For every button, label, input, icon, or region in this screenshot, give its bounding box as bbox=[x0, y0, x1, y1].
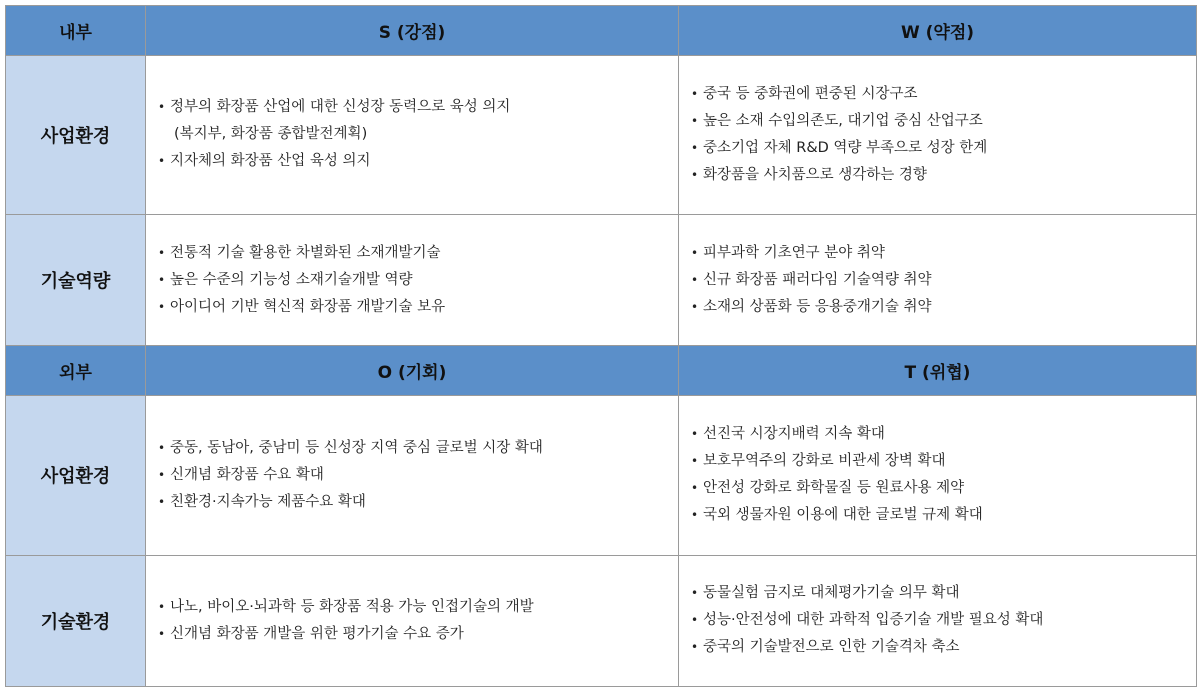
weaknesses-tech-cell bbox=[679, 215, 1197, 346]
list-item: • 신규 화장품 패러다임 기술역량 취약 bbox=[691, 267, 1196, 294]
list-item: • 동물실험 금지로 대체평가기술 의무 확대 bbox=[691, 580, 1196, 607]
threats-business-cell bbox=[679, 395, 1197, 555]
strengths-tech-cell bbox=[146, 215, 679, 346]
internal-corner-label: 내부 bbox=[6, 6, 146, 56]
list-item: • 높은 소재 수입의존도, 대기업 중심 산업구조 bbox=[691, 108, 1196, 135]
list-item: • 전통적 기술 활용한 차별화된 소재개발기술 bbox=[158, 240, 678, 267]
list-item: • 중국 등 중화권에 편중된 시장구조 bbox=[691, 81, 1196, 108]
list-item: • 친환경·지속가능 제품수요 확대 bbox=[158, 489, 678, 516]
opportunities-header: O (기회) bbox=[146, 346, 679, 396]
weaknesses-business-cell bbox=[679, 55, 1197, 215]
list-item: • 보호무역주의 강화로 비관세 장벽 확대 bbox=[691, 448, 1196, 475]
internal-business-row bbox=[6, 55, 1197, 215]
threats-header: T (위협) bbox=[679, 346, 1197, 396]
external-business-row bbox=[6, 395, 1197, 555]
threats-tech-cell bbox=[679, 555, 1197, 686]
list-item: • 신개념 화장품 수요 확대 bbox=[158, 462, 678, 489]
list-item: • 지자체의 화장품 산업 육성 의지 bbox=[158, 148, 678, 175]
list-item: • 국외 생물자원 이용에 대한 글로벌 규제 확대 bbox=[691, 502, 1196, 529]
list-item: • 중동, 동남아, 중남미 등 신성장 지역 중심 글로벌 시장 확대 bbox=[158, 435, 678, 462]
row-label-external-tech: 기술환경 bbox=[6, 555, 146, 686]
opportunities-business-cell bbox=[146, 395, 679, 555]
list-item: • 중국의 기술발전으로 인한 기술격차 축소 bbox=[691, 634, 1196, 661]
list-item: • 중소기업 자체 R&D 역량 부족으로 성장 한계 bbox=[691, 135, 1196, 162]
external-header-row bbox=[6, 346, 1197, 396]
list-item: • 소재의 상품화 등 응용중개기술 취약 bbox=[691, 294, 1196, 321]
row-label-internal-business: 사업환경 bbox=[6, 55, 146, 215]
list-item: • 신개념 화장품 개발을 위한 평가기술 수요 증가 bbox=[158, 621, 678, 648]
list-item: • 피부과학 기초연구 분야 취약 bbox=[691, 240, 1196, 267]
strengths-business-cell bbox=[146, 55, 679, 215]
list-item: • 안전성 강화로 화학물질 등 원료사용 제약 bbox=[691, 475, 1196, 502]
list-item: • 선진국 시장지배력 지속 확대 bbox=[691, 421, 1196, 448]
list-item: • 나노, 바이오·뇌과학 등 화장품 적용 가능 인접기술의 개발 bbox=[158, 594, 678, 621]
list-item: • 아이디어 기반 혁신적 화장품 개발기술 보유 bbox=[158, 294, 678, 321]
external-tech-row bbox=[6, 555, 1197, 686]
list-item: • 정부의 화장품 산업에 대한 신성장 동력으로 육성 의지 bbox=[158, 94, 678, 121]
opportunities-tech-cell bbox=[146, 555, 679, 686]
row-label-internal-tech: 기술역량 bbox=[6, 215, 146, 346]
list-item-continuation: (복지부, 화장품 종합발전계획) bbox=[174, 126, 368, 143]
weaknesses-header: W (약점) bbox=[679, 6, 1197, 56]
internal-header-row bbox=[6, 6, 1197, 56]
internal-tech-row bbox=[6, 215, 1197, 346]
external-corner-label: 외부 bbox=[6, 346, 146, 396]
list-item: • 성능·안전성에 대한 과학적 입증기술 개발 필요성 확대 bbox=[691, 607, 1196, 634]
list-item: • 높은 수준의 기능성 소재기술개발 역량 bbox=[158, 267, 678, 294]
strengths-header: S (강점) bbox=[146, 6, 679, 56]
row-label-external-business: 사업환경 bbox=[6, 395, 146, 555]
list-item: • 화장품을 사치품으로 생각하는 경향 bbox=[691, 162, 1196, 189]
swot-table bbox=[5, 5, 1197, 687]
